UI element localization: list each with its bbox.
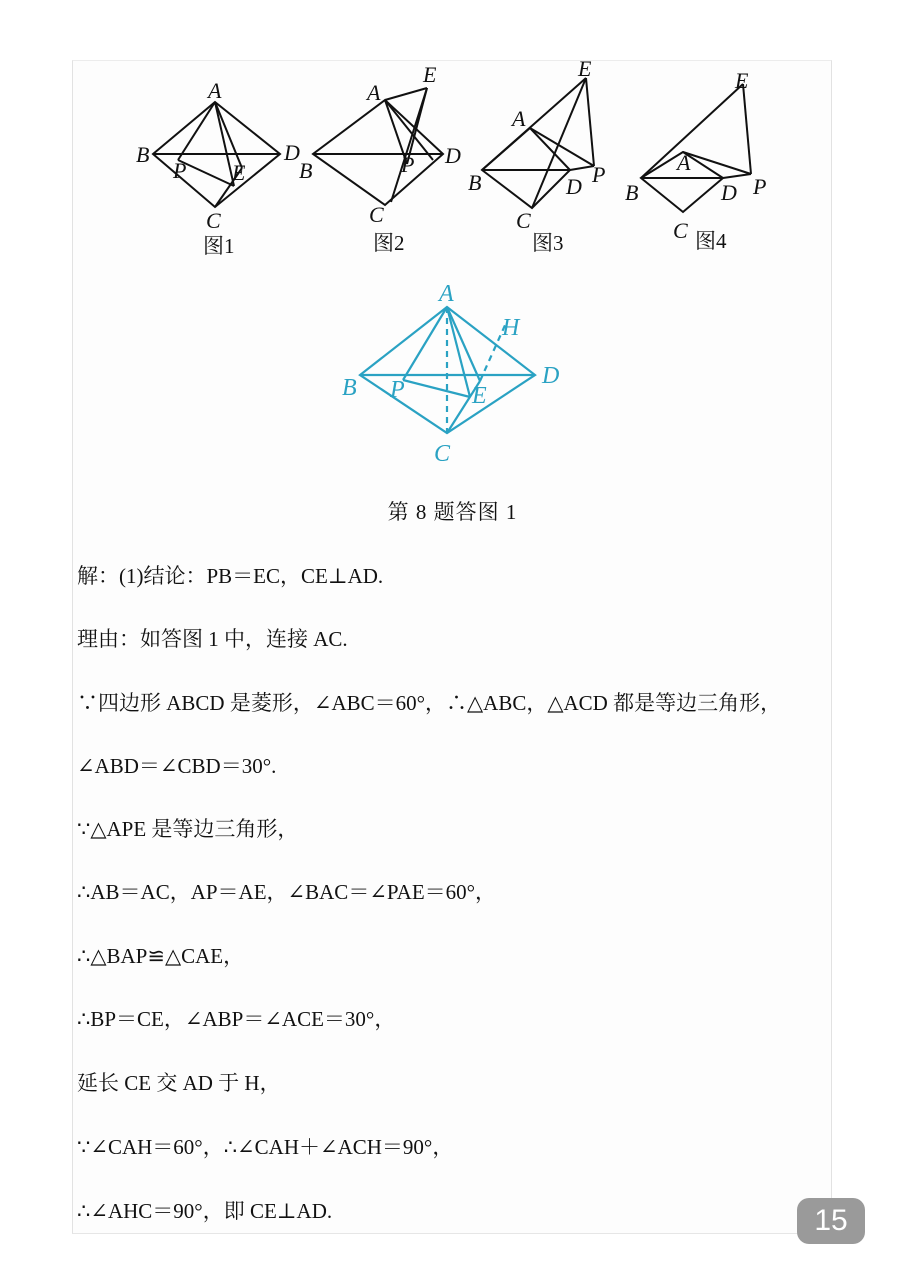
figure-4-caption: 图4 [695, 229, 727, 253]
solution-line-11: ∴∠AHC＝90°，即 CE⊥AD. [77, 1199, 333, 1223]
svg-text:C: C [206, 208, 221, 233]
figure-3 [460, 56, 640, 260]
solution-line-6: ∴AB＝AC，AP＝AE，∠BAC＝∠PAE＝60°， [77, 880, 497, 904]
solution-line-10: ∵∠CAH＝60°，∴∠CAH＋∠ACH＝90°， [77, 1135, 454, 1159]
svg-text:E: E [423, 62, 437, 87]
svg-text:A: A [439, 281, 454, 307]
answer-figure [330, 275, 590, 475]
svg-text:D: D [445, 143, 461, 168]
page-number-badge[interactable]: 15 [797, 1198, 865, 1244]
svg-text:P: P [401, 152, 415, 177]
answer-figure-caption: 第 8 题答图 1 [387, 500, 518, 524]
solution-line-8: ∴BP＝CE，∠ABP＝∠ACE＝30°， [77, 1007, 396, 1031]
figure-1 [130, 70, 313, 270]
svg-text:E: E [472, 383, 487, 409]
figure-2-caption: 图2 [373, 231, 405, 255]
svg-text:B: B [468, 170, 482, 195]
solution-line-3: ∵四边形 ABCD 是菱形，∠ABC＝60°，∴△ABC，△ACD 都是等边三角形， [77, 691, 782, 715]
svg-text:P: P [592, 162, 606, 187]
svg-text:B: B [625, 180, 639, 205]
svg-text:P: P [173, 158, 187, 183]
solution-line-1: 解：(1)结论：PB＝EC，CE⊥AD. [77, 564, 384, 588]
svg-text:D: D [566, 174, 582, 199]
svg-text:P: P [753, 174, 767, 199]
figure-4 [625, 60, 805, 260]
svg-text:B: B [136, 142, 150, 167]
svg-text:D: D [721, 180, 737, 205]
figure-3-caption: 图3 [532, 231, 564, 255]
solution-line-5: ∵△APE 是等边三角形， [77, 817, 299, 841]
svg-text:C: C [434, 441, 451, 467]
svg-text:D: D [542, 363, 560, 389]
svg-text:A: A [677, 150, 691, 175]
svg-text:P: P [390, 377, 405, 403]
svg-text:H: H [502, 315, 520, 341]
solution-line-9: 延长 CE 交 AD 于 H， [77, 1071, 281, 1095]
figure-1-caption: 图1 [203, 234, 235, 258]
figure-2 [295, 60, 475, 260]
svg-text:E: E [578, 56, 592, 81]
svg-text:E: E [232, 160, 246, 185]
svg-text:D: D [284, 140, 300, 165]
svg-text:C: C [369, 202, 384, 227]
svg-text:B: B [342, 375, 357, 401]
svg-text:A: A [367, 80, 381, 105]
svg-text:C: C [673, 218, 688, 243]
svg-text:C: C [516, 208, 531, 233]
svg-text:E: E [735, 68, 749, 93]
svg-text:A: A [512, 106, 526, 131]
svg-text:B: B [299, 158, 313, 183]
svg-text:A: A [208, 78, 222, 103]
solution-line-4: ∠ABD＝∠CBD＝30°. [77, 754, 277, 778]
solution-line-7: ∴△BAP≌△CAE， [77, 944, 245, 968]
solution-line-2: 理由：如答图 1 中，连接 AC. [77, 627, 348, 651]
